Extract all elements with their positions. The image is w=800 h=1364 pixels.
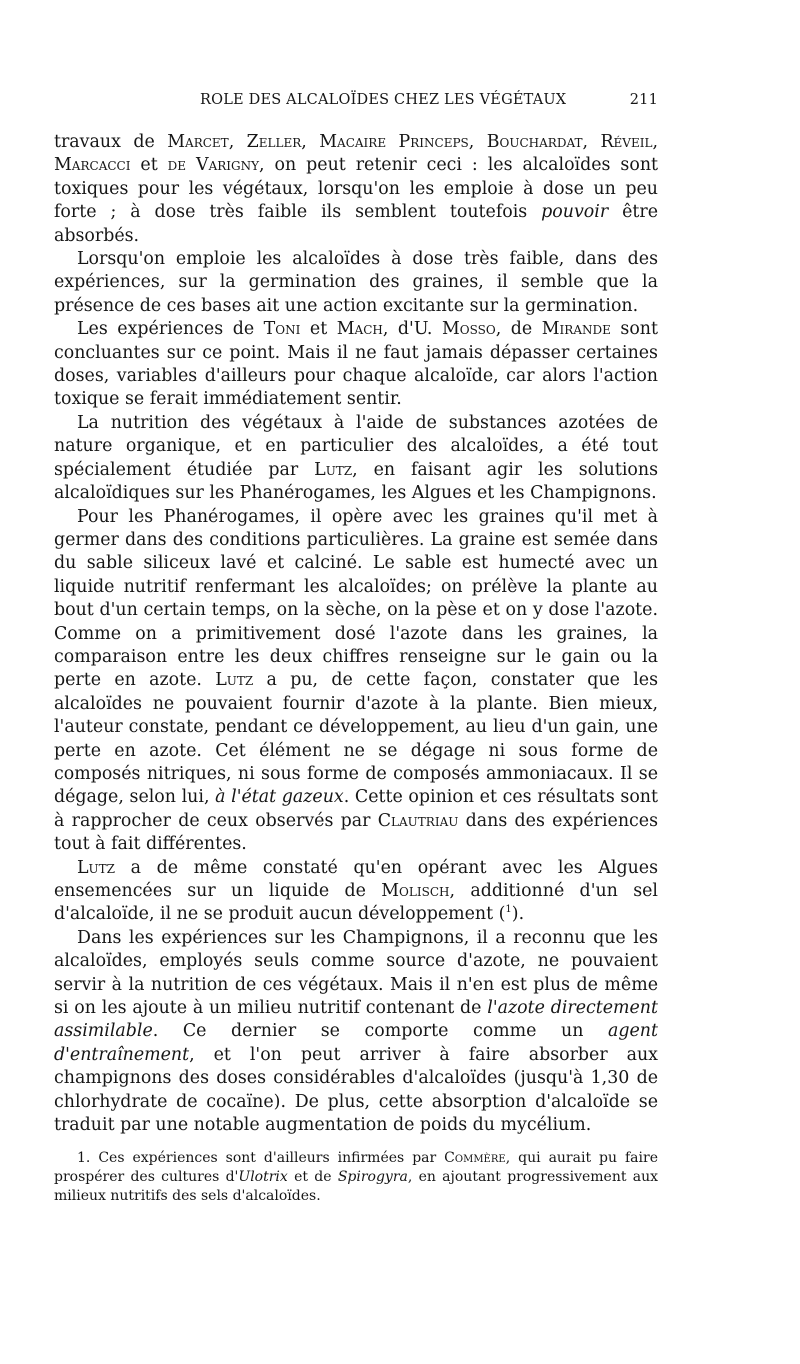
footnote-marker: 1	[505, 904, 512, 916]
text-span: . Cette opinion et ces résultats sont à rapprocher de ceux observés par	[54, 787, 658, 831]
emphasis: pouvoir	[541, 202, 609, 223]
footnote-text	[54, 1149, 658, 1206]
author-name: Toni	[263, 319, 301, 340]
emphasis: Spirogyra	[337, 1169, 408, 1186]
author-name: Lutz	[215, 670, 254, 691]
text-span: dans des expériences tout à fait différentes.	[54, 810, 658, 855]
text-span: ,	[652, 132, 658, 152]
page-number: 211	[629, 92, 658, 108]
running-header	[54, 92, 658, 118]
text-span: , additionné d'un sel d'alcaloïde, il ne se produit aucun développement (	[54, 881, 658, 925]
author-name: Mach	[336, 319, 383, 340]
author-name: Bouchardat	[486, 132, 583, 152]
emphasis: l'azote directement assimilable	[54, 998, 658, 1042]
text-span: ,	[468, 132, 487, 152]
author-name: Macaire Princeps	[319, 132, 469, 152]
text-span: et	[130, 155, 168, 176]
author-name: Marcacci	[54, 155, 131, 176]
emphasis: à l'état gazeux	[215, 787, 344, 808]
author-name: Réveil	[600, 132, 653, 152]
book-page	[54, 92, 658, 1206]
running-title: ROLE DES ALCALOÏDES CHEZ LES VÉGÉTAUX	[200, 92, 567, 108]
text-span: ,	[582, 132, 601, 152]
text-span: ).	[511, 904, 525, 925]
text-span: Pour les Phanérogames, il opère avec les graines qu'il met à germer dans des conditions particulières. La graine est semée dans du sable siliceux lavé et calciné. Le sable est humecté avec un liquide nutritif renfermant les alcaloïdes; on prélève la plante au bout d'un certain temps, on la sèche, on la pèse et on y dose l'azote. Comme on a primitivement dosé l'azote dans les graines, la comparaison entre les deux chiffres renseigne sur le gain ou la perte en azote.	[54, 506, 658, 691]
text-span: La nutrition des végétaux à l'aide de substances azotées de nature organique, et en particulier des alcaloïdes, a été tout spécialement étudiée par	[54, 412, 658, 480]
text-span: a pu, de cette façon, constater que les alcaloïdes ne pouvaient fournir d'azote à la plante. Bien mieux, l'auteur constate, pendant ce développement, au lieu d'un gain, une perte en azote. Cet élément ne se dégage ni sous forme de composés nitriques, ni sous forme de composés ammoniacaux. Il se dégage, selon lui,	[54, 670, 659, 808]
text-span: , d'U.	[382, 319, 442, 340]
text-span: , on peut retenir ceci : les alcaloïdes sont toxiques pour les végétaux, lorsqu'on les emploie à dose un peu forte ; à dose très faible ils semblent toutefois	[54, 155, 659, 223]
text-span: et	[300, 319, 337, 340]
body-text	[54, 131, 658, 1137]
text-span: , qui aurait pu faire prospérer des cultures d'	[54, 1150, 658, 1186]
author-name: Clautriau	[377, 810, 459, 831]
text-span: , en faisant agir les solutions alcaloïdiques sur les Phanérogames, les Algues et les Champignons.	[54, 459, 659, 504]
author-name: de Varigny	[167, 155, 260, 176]
paragraph	[54, 927, 658, 1138]
paragraph	[54, 857, 658, 927]
emphasis: Ulotrix	[238, 1169, 288, 1186]
author-name: Lutz	[314, 459, 353, 480]
author-name: Mosso	[441, 319, 496, 340]
emphasis: agent d'entraînement	[54, 1021, 658, 1065]
text-span: Dans les expériences sur les Champignons, il a reconnu que les alcaloïdes, employés seuls comme source d'azote, ne pouvaient servir à la nutrition de ces végétaux. Mais il n'en est plus de même si on les ajoute à un milieu nutritif contenant de	[54, 927, 658, 1019]
text-span: ,	[301, 132, 320, 152]
paragraph	[54, 318, 658, 412]
paragraph	[54, 131, 658, 248]
paragraph	[54, 412, 658, 506]
text-span: être absorbés.	[54, 202, 658, 246]
footnote	[54, 1149, 658, 1206]
author-name: Mirande	[541, 319, 611, 340]
text-span: , de	[495, 319, 542, 340]
author-name: Zeller	[246, 132, 302, 152]
text-span: travaux de	[54, 132, 168, 152]
author-name: Molisch	[381, 881, 450, 901]
text-span: et de	[287, 1169, 338, 1186]
paragraph: Lorsqu'on emploie les alcaloïdes à dose très faible, dans des expériences, sur la germination des graines, il semble que la présence de ces bases ait une action excitante sur la germination.	[54, 249, 658, 316]
text-span: 1. Ces expériences sont d'ailleurs infirmées par	[77, 1150, 445, 1167]
text-span: Les expériences de	[77, 319, 264, 340]
text-span: , et l'on peut arriver à faire absorber aux champignons des doses considérables d'alcaloïdes (jusqu'à 1,30 de chlorhydrate de cocaïne). De plus, cette absorption d'alcaloïde se traduit par une notable augmentation de poids du mycélium.	[54, 1044, 658, 1136]
text-span: sont concluantes sur ce point. Mais il ne faut jamais dépasser certaines doses, variables d'ailleurs pour chaque alcaloïde, car alors l'action toxique se ferait immédiatement sentir.	[54, 319, 658, 410]
author-name: Lutz	[77, 857, 116, 878]
text-span: a de même constaté qu'en opérant avec les Algues ensemencées sur un liquide de	[54, 857, 658, 901]
author-name: Commère	[444, 1150, 506, 1167]
paragraph	[54, 506, 658, 857]
text-span: ,	[228, 132, 247, 152]
author-name: Marcet	[167, 132, 229, 152]
text-span: , en ajoutant progressivement aux milieux nutritifs des sels d'alcaloïdes.	[54, 1169, 659, 1205]
text-span: . Ce dernier se comporte comme un	[152, 1021, 609, 1042]
